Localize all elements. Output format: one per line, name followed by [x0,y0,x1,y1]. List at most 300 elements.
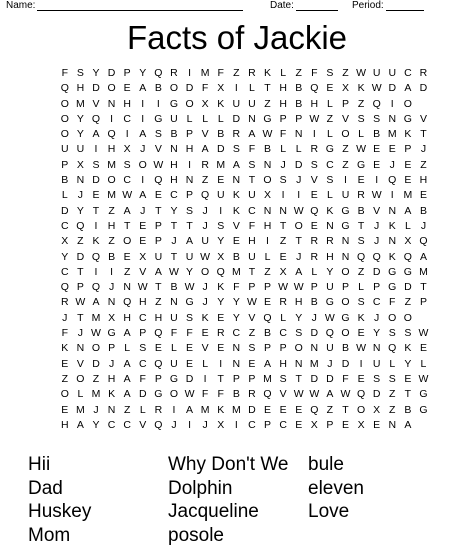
grid-letter[interactable]: V [419,112,427,125]
grid-letter[interactable]: B [217,128,225,141]
grid-letter[interactable]: V [154,143,162,156]
grid-letter[interactable]: J [280,158,286,171]
grid-letter[interactable]: M [76,403,85,416]
grid-letter[interactable]: A [186,403,194,416]
grid-letter[interactable]: P [123,67,131,79]
grid-letter[interactable]: X [201,97,209,110]
grid-letter[interactable]: O [263,174,272,187]
grid-letter[interactable]: S [404,327,412,340]
grid-letter[interactable]: N [372,342,381,355]
grid-letter[interactable]: L [186,112,193,125]
grid-letter[interactable]: N [76,342,85,355]
grid-letter[interactable]: V [92,97,100,110]
grid-letter[interactable]: W [75,296,86,309]
grid-letter[interactable]: R [154,403,163,416]
grid-letter[interactable]: Q [263,388,272,401]
grid-letter[interactable]: U [372,67,381,79]
grid-letter[interactable]: G [169,97,179,110]
grid-letter[interactable]: E [217,342,225,355]
grid-letter[interactable]: G [419,388,428,401]
grid-letter[interactable]: N [341,250,350,263]
grid-letter[interactable]: J [420,143,427,156]
grid-letter[interactable]: P [61,158,69,171]
grid-letter[interactable]: K [264,67,272,79]
grid-letter[interactable]: E [326,82,334,95]
grid-letter[interactable]: C [372,296,381,309]
grid-letter[interactable]: Y [373,327,381,340]
grid-letter[interactable]: N [185,174,194,187]
grid-letter[interactable]: L [389,357,396,370]
grid-letter[interactable]: S [388,372,396,385]
grid-letter[interactable]: J [202,219,208,232]
grid-letter[interactable]: S [373,372,381,385]
grid-letter[interactable]: M [263,372,272,385]
grid-letter[interactable]: V [139,265,147,278]
grid-letter[interactable]: M [200,403,210,416]
grid-letter[interactable]: D [232,112,241,125]
grid-letter[interactable]: V [232,219,240,232]
grid-letter[interactable]: V [341,112,349,125]
grid-letter[interactable]: G [388,281,397,294]
grid-letter[interactable]: N [248,112,256,125]
grid-letter[interactable]: Z [342,67,349,79]
name-field[interactable] [6,0,243,11]
grid-letter[interactable]: Q [201,189,210,202]
grid-letter[interactable]: K [217,403,225,416]
grid-letter[interactable]: V [76,357,84,370]
grid-letter[interactable]: A [123,357,131,370]
grid-letter[interactable]: R [310,235,319,248]
grid-letter[interactable]: H [185,143,194,156]
grid-letter[interactable]: L [280,311,287,324]
grid-letter[interactable]: S [326,67,334,79]
grid-letter[interactable]: G [325,143,334,156]
grid-letter[interactable]: A [264,357,272,370]
grid-letter[interactable]: W [91,327,101,340]
grid-letter[interactable]: X [357,418,365,431]
grid-letter[interactable]: P [404,143,412,156]
grid-letter[interactable]: D [310,327,319,340]
grid-letter[interactable]: C [170,189,178,202]
grid-letter[interactable]: E [217,311,225,324]
grid-letter[interactable]: D [388,82,397,95]
grid-letter[interactable]: T [123,219,131,232]
grid-letter[interactable]: N [170,296,178,309]
grid-letter[interactable]: B [154,82,162,95]
grid-letter[interactable]: R [170,67,178,79]
grid-letter[interactable]: A [419,250,427,263]
grid-letter[interactable]: L [280,67,287,79]
grid-letter[interactable]: N [388,235,397,248]
grid-letter[interactable]: O [403,97,412,110]
grid-letter[interactable]: E [61,403,69,416]
grid-letter[interactable]: Q [388,342,397,355]
grid-letter[interactable]: B [419,204,427,217]
grid-letter[interactable]: P [139,327,147,340]
grid-letter[interactable]: F [217,67,224,79]
grid-letter[interactable]: B [264,143,272,156]
grid-letter[interactable]: E [419,342,427,355]
grid-letter[interactable]: H [107,372,116,385]
grid-letter[interactable]: O [107,82,116,95]
grid-letter[interactable]: U [326,342,334,355]
grid-letter[interactable]: I [297,189,301,202]
grid-letter[interactable]: R [326,235,334,248]
grid-letter[interactable]: E [139,219,147,232]
grid-letter[interactable]: D [185,372,194,385]
grid-letter[interactable]: T [77,265,84,278]
grid-letter[interactable]: I [94,143,98,156]
grid-letter[interactable]: A [232,158,240,171]
grid-letter[interactable]: W [122,189,133,202]
grid-letter[interactable]: U [388,67,397,79]
grid-letter[interactable]: O [341,128,350,141]
grid-letter[interactable]: P [248,281,256,294]
grid-letter[interactable]: C [248,204,256,217]
grid-letter[interactable]: G [341,204,350,217]
grid-letter[interactable]: B [170,128,178,141]
grid-letter[interactable]: K [388,219,396,232]
grid-letter[interactable]: N [76,174,85,187]
grid-letter[interactable]: S [217,219,225,232]
grid-letter[interactable]: A [154,265,162,278]
grid-letter[interactable]: V [373,204,381,217]
grid-letter[interactable]: T [170,219,178,232]
grid-letter[interactable]: W [293,281,304,294]
grid-letter[interactable]: W [356,342,367,355]
grid-letter[interactable]: D [404,281,412,294]
grid-letter[interactable]: Q [154,357,163,370]
grid-letter[interactable]: F [201,82,209,95]
grid-letter[interactable]: Z [123,265,131,278]
grid-letter[interactable]: Y [186,265,194,278]
grid-letter[interactable]: J [389,158,395,171]
grid-letter[interactable]: I [234,82,238,95]
grid-letter[interactable]: X [404,235,412,248]
grid-letter[interactable]: K [404,342,412,355]
grid-letter[interactable]: F [248,143,256,156]
grid-letter[interactable]: W [184,281,195,294]
grid-letter[interactable]: C [61,219,69,232]
grid-letter[interactable]: G [388,265,397,278]
grid-letter[interactable]: I [203,372,207,385]
grid-letter[interactable]: Q [107,128,116,141]
grid-letter[interactable]: S [123,158,131,171]
grid-letter[interactable]: O [356,403,366,416]
grid-letter[interactable]: P [186,189,194,202]
grid-letter[interactable]: H [279,97,287,110]
grid-letter[interactable]: E [279,250,287,263]
grid-letter[interactable]: Z [357,97,365,110]
grid-letter[interactable]: F [389,296,396,309]
grid-letter[interactable]: N [123,281,131,294]
grid-letter[interactable]: X [279,265,287,278]
grid-letter[interactable]: J [140,204,146,217]
grid-letter[interactable]: P [108,342,116,355]
grid-letter[interactable]: V [248,311,256,324]
grid-letter[interactable]: P [373,281,381,294]
grid-letter[interactable]: G [154,112,163,125]
grid-letter[interactable]: S [154,128,162,141]
grid-letter[interactable]: R [248,388,256,401]
grid-letter[interactable]: M [403,189,413,202]
grid-letter[interactable]: Z [77,235,84,248]
grid-letter[interactable]: G [154,388,163,401]
grid-letter[interactable]: B [310,296,318,309]
grid-letter[interactable]: J [374,219,380,232]
grid-letter[interactable]: J [202,418,208,431]
grid-letter[interactable]: O [60,388,69,401]
grid-letter[interactable]: F [311,67,318,79]
grid-letter[interactable]: M [76,97,85,110]
grid-letter[interactable]: S [232,143,240,156]
grid-letter[interactable]: W [184,388,195,401]
grid-letter[interactable]: I [172,403,176,416]
grid-letter[interactable]: S [186,204,194,217]
grid-letter[interactable]: E [186,342,194,355]
grid-letter[interactable]: I [266,235,269,248]
grid-letter[interactable]: B [295,97,303,110]
grid-letter[interactable]: Q [91,281,101,294]
grid-letter[interactable]: E [295,418,303,431]
grid-letter[interactable]: H [154,311,163,324]
grid-letter[interactable]: E [217,174,225,187]
grid-letter[interactable]: U [372,357,381,370]
grid-letter[interactable]: P [419,296,427,309]
grid-letter[interactable]: O [107,174,116,187]
grid-letter[interactable]: S [248,342,256,355]
grid-letter[interactable]: S [279,372,287,385]
grid-letter[interactable]: H [294,296,303,309]
grid-letter[interactable]: A [186,235,194,248]
grid-letter[interactable]: F [201,388,209,401]
grid-letter[interactable]: P [264,418,272,431]
grid-letter[interactable]: D [372,265,381,278]
grid-letter[interactable]: I [359,357,363,370]
grid-letter[interactable]: A [92,296,100,309]
grid-letter[interactable]: K [61,342,69,355]
grid-letter[interactable]: L [326,97,333,110]
grid-letter[interactable]: O [169,82,179,95]
grid-letter[interactable]: Q [60,82,69,95]
grid-letter[interactable]: F [217,388,224,401]
grid-letter[interactable]: P [154,219,162,232]
grid-letter[interactable]: G [419,403,428,416]
grid-letter[interactable]: S [295,327,303,340]
grid-letter[interactable]: P [248,372,256,385]
grid-letter[interactable]: N [263,204,272,217]
grid-letter[interactable]: M [91,311,101,324]
grid-letter[interactable]: H [61,418,69,431]
grid-letter[interactable]: W [278,281,289,294]
grid-letter[interactable]: Y [92,418,100,431]
grid-letter[interactable]: N [107,403,116,416]
grid-letter[interactable]: A [295,265,303,278]
grid-letter[interactable]: Z [326,403,334,416]
grid-letter[interactable]: L [326,128,333,141]
grid-letter[interactable]: B [108,250,116,263]
grid-letter[interactable]: D [294,158,303,171]
grid-letter[interactable]: Z [389,403,396,416]
grid-letter[interactable]: H [107,143,116,156]
grid-letter[interactable]: X [373,403,381,416]
grid-letter[interactable]: T [279,219,287,232]
grid-letter[interactable]: Z [342,158,349,171]
grid-letter[interactable]: I [344,174,347,187]
grid-letter[interactable]: W [137,281,148,294]
grid-letter[interactable]: C [404,67,412,79]
grid-letter[interactable]: Z [248,327,256,340]
grid-letter[interactable]: V [279,388,287,401]
grid-letter[interactable]: U [216,189,225,202]
grid-letter[interactable]: N [326,219,334,232]
grid-letter[interactable]: M [419,265,428,278]
grid-letter[interactable]: L [358,281,364,294]
grid-letter[interactable]: W [309,112,320,125]
grid-letter[interactable]: F [170,327,178,340]
grid-letter[interactable]: H [326,250,334,263]
grid-letter[interactable]: A [123,204,131,217]
grid-letter[interactable]: F [61,67,68,79]
grid-letter[interactable]: L [77,388,84,401]
grid-letter[interactable]: H [170,158,178,171]
grid-letter[interactable]: S [388,327,396,340]
grid-letter[interactable]: C [326,158,334,171]
grid-letter[interactable]: W [371,189,382,202]
grid-letter[interactable]: W [324,311,335,324]
grid-letter[interactable]: P [341,97,349,110]
grid-letter[interactable]: J [140,143,146,156]
grid-letter[interactable]: D [310,372,319,385]
grid-letter[interactable]: G [341,311,350,324]
grid-letter[interactable]: K [357,311,365,324]
grid-letter[interactable]: O [341,296,350,309]
grid-letter[interactable]: R [61,296,69,309]
grid-letter[interactable]: F [139,372,146,385]
grid-letter[interactable]: P [341,281,349,294]
grid-letter[interactable]: O [60,128,69,141]
grid-letter[interactable]: U [248,189,256,202]
grid-letter[interactable]: A [404,418,412,431]
grid-letter[interactable]: I [125,128,129,141]
grid-letter[interactable]: A [326,388,334,401]
grid-letter[interactable]: B [61,174,69,187]
grid-letter[interactable]: I [188,418,191,431]
grid-letter[interactable]: S [186,311,194,324]
grid-letter[interactable]: I [156,97,160,110]
grid-letter[interactable]: K [201,311,209,324]
grid-letter[interactable]: K [404,128,412,141]
grid-letter[interactable]: J [77,189,84,202]
grid-letter[interactable]: A [123,372,131,385]
grid-letter[interactable]: X [217,418,225,431]
grid-letter[interactable]: B [170,281,178,294]
grid-letter[interactable]: W [293,204,304,217]
grid-letter[interactable]: X [217,250,225,263]
grid-letter[interactable]: A [76,418,84,431]
grid-letter[interactable]: N [388,418,397,431]
grid-letter[interactable]: A [92,128,100,141]
grid-letter[interactable]: O [91,342,101,355]
grid-letter[interactable]: U [232,97,241,110]
grid-letter[interactable]: E [264,296,272,309]
grid-letter[interactable]: Q [60,281,69,294]
grid-letter[interactable]: N [294,128,303,141]
grid-letter[interactable]: H [138,296,147,309]
grid-letter[interactable]: H [279,357,287,370]
grid-letter[interactable]: R [279,296,287,309]
grid-letter[interactable]: I [219,204,223,217]
grid-letter[interactable]: U [326,281,334,294]
grid-letter[interactable]: J [171,418,177,431]
grid-letter[interactable]: Q [403,250,412,263]
grid-letter[interactable]: H [419,174,428,187]
grid-letter[interactable]: L [326,189,333,202]
grid-letter[interactable]: N [170,143,178,156]
grid-letter[interactable]: C [138,357,147,370]
grid-letter[interactable]: I [390,189,394,202]
grid-letter[interactable]: I [281,189,285,202]
grid-letter[interactable]: R [232,128,241,141]
grid-letter[interactable]: T [420,128,427,141]
grid-letter[interactable]: E [123,250,131,263]
grid-letter[interactable]: P [264,342,272,355]
grid-letter[interactable]: M [231,403,241,416]
grid-letter[interactable]: Z [201,174,209,187]
grid-letter[interactable]: T [217,372,224,385]
grid-letter[interactable]: E [186,357,194,370]
grid-letter[interactable]: X [217,82,225,95]
grid-letter[interactable]: W [246,296,257,309]
grid-letter[interactable]: W [168,265,179,278]
grid-letter[interactable]: E [232,235,240,248]
grid-letter[interactable]: E [404,158,412,171]
grid-letter[interactable]: N [263,158,272,171]
grid-letter[interactable]: J [93,403,99,416]
grid-letter[interactable]: S [76,67,84,79]
grid-letter[interactable]: W [309,388,320,401]
grid-letter[interactable]: L [139,403,146,416]
grid-letter[interactable]: L [264,250,271,263]
grid-letter[interactable]: T [264,82,271,95]
grid-letter[interactable]: G [263,112,272,125]
grid-letter[interactable]: F [279,128,287,141]
grid-letter[interactable]: J [108,357,115,370]
grid-letter[interactable]: U [185,250,194,263]
grid-letter[interactable]: L [249,82,255,95]
grid-letter[interactable]: Y [170,204,178,217]
grid-letter[interactable]: Q [154,327,163,340]
grid-letter[interactable]: S [357,235,365,248]
grid-letter[interactable]: Q [154,418,163,431]
grid-letter[interactable]: Y [217,235,225,248]
grid-letter[interactable]: O [294,342,303,355]
grid-letter[interactable]: L [202,357,209,370]
grid-letter[interactable]: E [373,418,381,431]
grid-letter[interactable]: S [373,112,381,125]
grid-letter[interactable]: Z [389,388,396,401]
grid-letter[interactable]: K [388,250,396,263]
grid-letter[interactable]: L [358,128,364,141]
grid-letter[interactable]: E [201,327,209,340]
grid-letter[interactable]: L [124,342,131,355]
grid-letter[interactable]: I [312,128,316,141]
grid-letter[interactable]: K [357,82,365,95]
grid-letter[interactable]: E [373,158,381,171]
grid-letter[interactable]: N [232,357,241,370]
grid-letter[interactable]: U [76,143,85,156]
grid-letter[interactable]: Z [404,296,412,309]
